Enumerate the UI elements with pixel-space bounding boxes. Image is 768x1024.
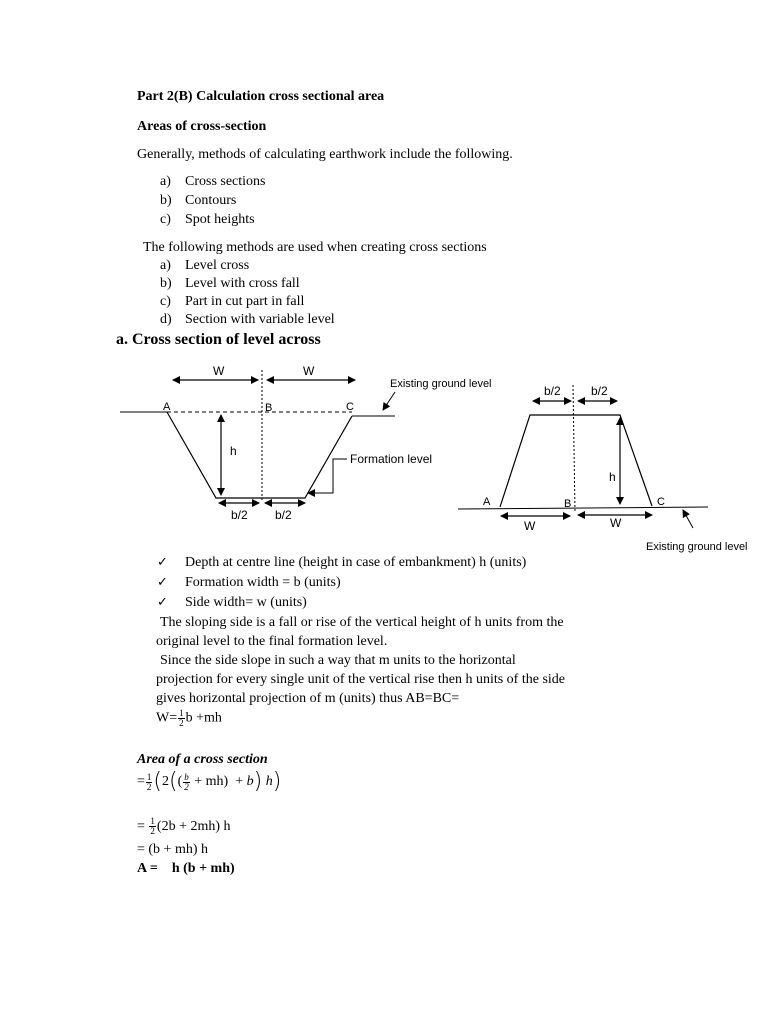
method-item: c) Spot heights (160, 212, 255, 227)
cut-w-right: W (303, 364, 315, 378)
method-item: b) Contours (160, 193, 237, 208)
areas-heading: Areas of cross-section (137, 119, 267, 134)
cut-b2-left: b/2 (231, 508, 248, 522)
fill-existing-ground-label: Existing ground level (646, 541, 748, 553)
fill-point-c: C (657, 496, 665, 508)
check-icon: ✓ (157, 555, 168, 570)
cut-point-c: C (346, 401, 354, 413)
cross-intro-text: The following methods are used when creating cross sections (143, 240, 487, 255)
cross-method-item: d) Section with variable level (160, 312, 335, 327)
check-item: ✓ Formation width = b (units) (157, 575, 341, 590)
check-item: ✓ Depth at centre line (height in case of embankment) h (units) (157, 555, 527, 570)
area-formula-result: A = h (b + mh) (137, 861, 235, 876)
cut-diagram (120, 364, 492, 522)
fill-point-b: B (564, 498, 572, 510)
paragraph-side-slope: Since the side slope in such a way that m units to the horizontal projection for every single unit of the vertical rise then h units of the side gives horizontal projection of m (units) thus AB=BC= (156, 653, 565, 706)
cross-method-item: c) Part in cut part in fall (160, 294, 305, 309)
cut-point-b: B (265, 402, 273, 414)
cross-section-diagrams (0, 355, 768, 555)
check-icon: ✓ (157, 575, 168, 590)
area-formula-3: = (b + mh) h (137, 842, 209, 857)
cross-method-item: a) Level cross (160, 258, 250, 273)
cross-method-item: b) Level with cross fall (160, 276, 300, 291)
area-formula-2: = $\frac{1}{2}$ (2b + 2mh) h (137, 816, 231, 837)
cut-existing-ground-label: Existing ground level (390, 378, 492, 390)
fill-b2-right: b/2 (591, 384, 608, 398)
area-formula-1: = $\frac{1}{2}$ (2(( $\frac{b}{2}$ + mh) + b) h) (137, 769, 282, 794)
cut-w-left: W (213, 364, 225, 378)
check-icon: ✓ (157, 595, 168, 610)
cut-b2-right: b/2 (275, 508, 292, 522)
fill-h: h (609, 470, 616, 484)
section-a-title: a. Cross section of level across (116, 331, 321, 348)
fill-b2-left: b/2 (544, 384, 561, 398)
cut-point-a: A (163, 401, 171, 413)
fill-diagram (458, 384, 748, 553)
cut-h: h (230, 444, 237, 458)
fill-w-right: W (610, 516, 622, 530)
cut-formation-label: Formation level (350, 452, 433, 466)
method-item: a) Cross sections (160, 174, 266, 189)
paragraph-sloping-side: The sloping side is a fall or rise of the vertical height of h units from the original level to the final formation level. (156, 615, 564, 649)
check-item: ✓ Side width= w (units) (157, 595, 307, 610)
fill-w-left: W (524, 519, 536, 533)
area-heading: Area of a cross section (137, 752, 268, 767)
fill-point-a: A (483, 496, 491, 508)
intro-text: Generally, methods of calculating earthwork include the following. (137, 147, 513, 162)
part-heading: Part 2(B) Calculation cross sectional area (137, 89, 385, 104)
w-formula: W= $\frac{1}{2}$ b +mh (156, 708, 222, 728)
